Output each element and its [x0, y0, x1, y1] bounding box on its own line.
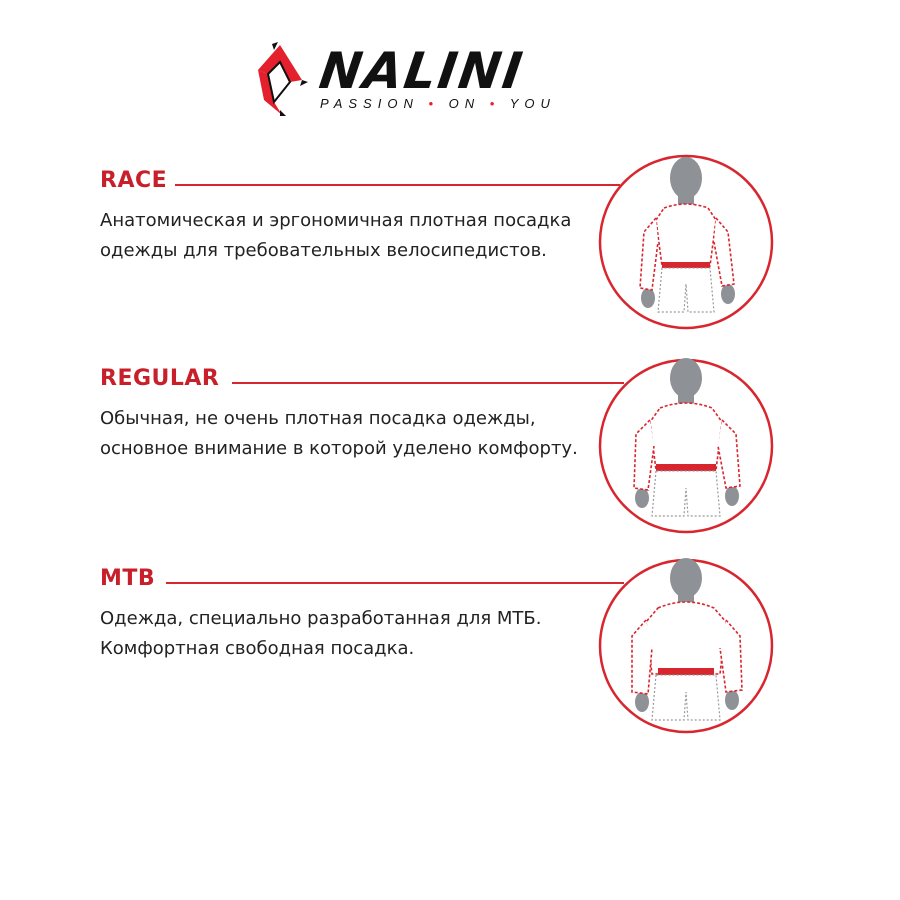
- brand-name: NALINI: [315, 42, 528, 100]
- section-description: Одежда, специально разработанная для МТБ. Комфортная свободная посадка.: [100, 608, 542, 659]
- section-title: RACE: [100, 168, 175, 194]
- section-rule: [170, 184, 620, 186]
- tagline-dot: •: [489, 96, 501, 111]
- fit-section-race: [0, 168, 900, 348]
- race-fit-figure-icon: [596, 152, 776, 332]
- section-title: MTB: [100, 566, 163, 592]
- tagline-word-on: ON: [448, 96, 481, 111]
- section-rule: [166, 582, 624, 584]
- tagline-word-passion: PASSION: [320, 96, 419, 111]
- tagline-dot: •: [428, 96, 440, 111]
- fit-section-regular: [0, 366, 900, 546]
- mtb-fit-figure-icon: [596, 556, 776, 736]
- regular-fit-figure-icon: [596, 356, 776, 536]
- brand-tagline: [320, 96, 556, 111]
- nalini-emblem-icon: [250, 40, 320, 120]
- tagline-word-you: YOU: [509, 96, 556, 111]
- fit-section-mtb: [0, 566, 900, 746]
- brand-logo: [250, 40, 630, 120]
- section-rule: [232, 382, 624, 384]
- section-title: REGULAR: [100, 366, 227, 392]
- section-description: Обычная, не очень плотная посадка одежды, основное внимание в которой уделено комфорту.: [100, 408, 578, 459]
- section-description: Анатомическая и эргономичная плотная посадка одежды для требовательных велосипедистов.: [100, 210, 572, 261]
